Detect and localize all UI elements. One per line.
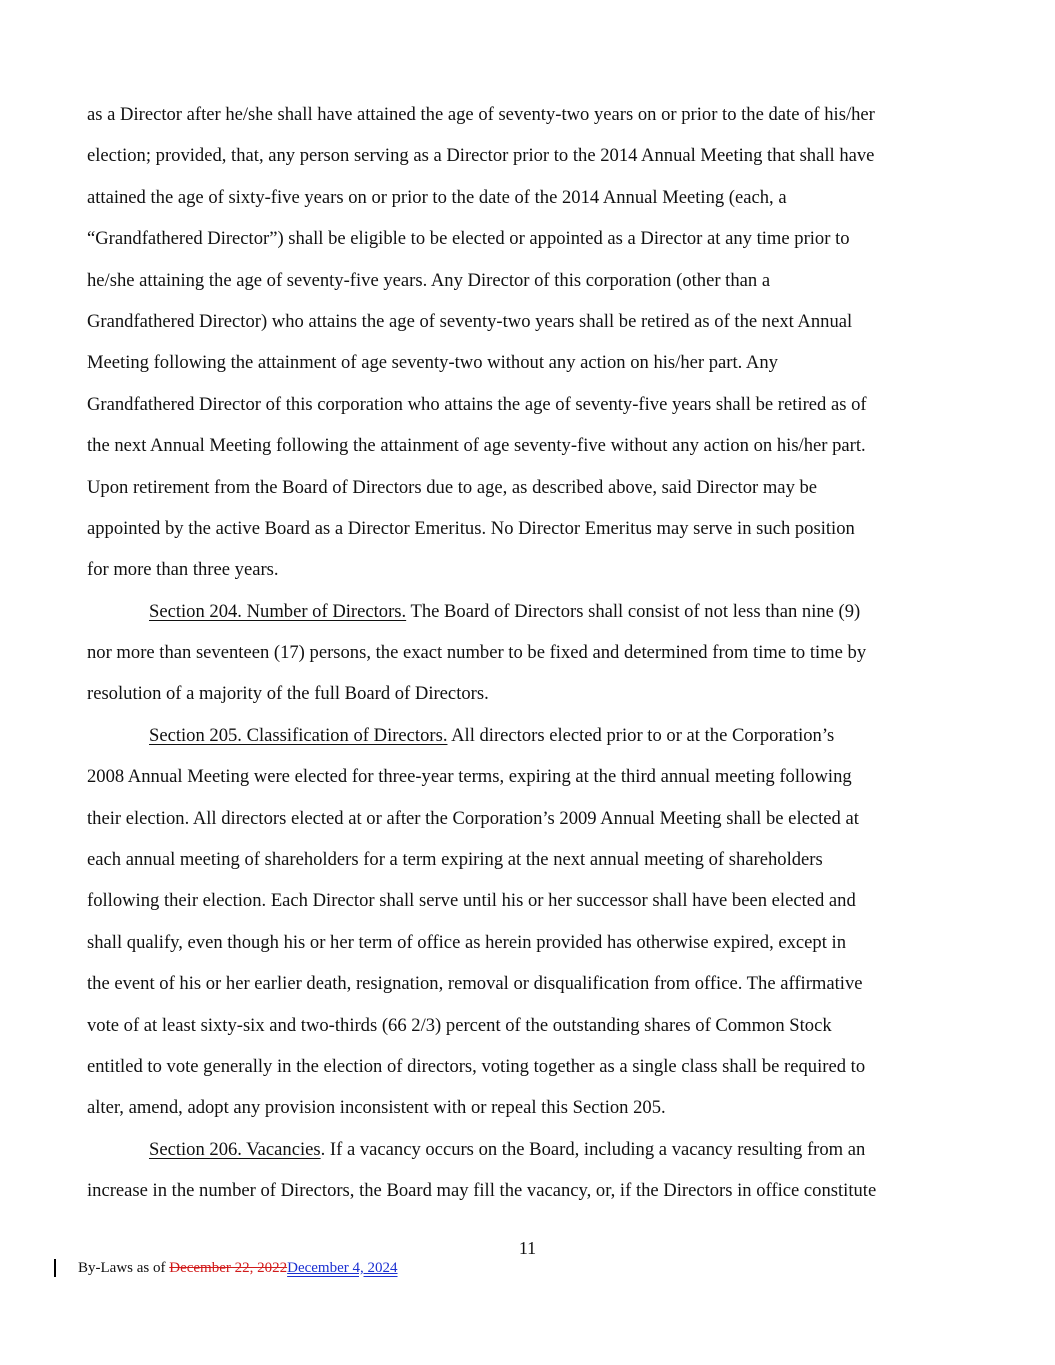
section-205-text: All directors elected prior to or at the Corporation’s [447,724,835,746]
paragraph-line: each annual meeting of shareholders for a term expiring at the next annual meeting of shareholders [87,849,823,871]
paragraph-line: resolution of a majority of the full Board of Directors. [87,683,489,705]
paragraph-line: shall qualify, even though his or her term of office as herein provided has otherwise expired, except in [87,931,847,953]
paragraph-line: for more than three years. [87,559,279,581]
paragraph-line: “Grandfathered Director”) shall be eligible to be elected or appointed as a Director at any time prior to [87,228,850,250]
paragraph-line: 2008 Annual Meeting were elected for three-year terms, expiring at the third annual meeting following [87,766,852,788]
paragraph-line: appointed by the active Board as a Director Emeritus. No Director Emeritus may serve in such position [87,517,855,539]
section-206-first-line [87,1129,977,1170]
paragraph-line: alter, amend, adopt any provision inconsistent with or repeal this Section 205. [87,1097,666,1119]
paragraph-line: following their election. Each Director shall serve until his or her successor shall have been elected and [87,890,856,912]
section-206-heading: Section 206. Vacancies [149,1138,321,1160]
paragraph-line: the next Annual Meeting following the attainment of age seventy-five without any action on his/her part. [87,435,866,457]
footer [78,1260,398,1277]
paragraph-line: vote of at least sixty-six and two-thirds (66 2/3) percent of the outstanding shares of Common Stock [87,1014,832,1036]
section-204-heading: Section 204. Number of Directors. [149,600,407,622]
paragraph-line: Meeting following the attainment of age seventy-two without any action on his/her part. Any [87,352,778,374]
footer-inserted-date: December 4, 2024 [287,1260,398,1276]
paragraph-line: entitled to vote generally in the election of directors, voting together as a single class shall be required to [87,1055,866,1077]
paragraph-line: attained the age of sixty-five years on or prior to the date of the 2014 Annual Meeting (each, a [87,186,787,208]
paragraph-line: he/she attaining the age of seventy-five years. Any Director of this corporation (other than a [87,269,771,291]
paragraph-line: Grandfathered Director of this corporation who attains the age of seventy-five years shall be retired as of [87,393,867,415]
footer-deleted-date: December 22, 2022 [169,1260,288,1276]
section-205-first-line [87,715,977,756]
section-204-text: The Board of Directors shall consist of not less than nine (9) [406,600,861,622]
footer-prefix: By-Laws as of [78,1260,170,1276]
page-number: 11 [518,1238,537,1258]
paragraph-line: their election. All directors elected at or after the Corporation’s 2009 Annual Meeting shall be elected at [87,807,859,829]
paragraph-line: the event of his or her earlier death, resignation, removal or disqualification from office. The affirmative [87,973,863,995]
section-206-text: . If a vacancy occurs on the Board, including a vacancy resulting from an [320,1138,866,1160]
paragraph-line: Grandfathered Director) who attains the age of seventy-two years shall be retired as of the next Annual [87,310,853,332]
paragraph-line: nor more than seventeen (17) persons, the exact number to be fixed and determined from time to time by [87,642,867,664]
paragraph-line: increase in the number of Directors, the Board may fill the vacancy, or, if the Directors in office constitute [87,1180,877,1202]
section-204-first-line [87,591,977,632]
paragraph-line: Upon retirement from the Board of Directors due to age, as described above, said Director may be [87,476,818,498]
paragraph-line: election; provided, that, any person serving as a Director prior to the 2014 Annual Meeting that shall have [87,145,875,167]
paragraph-line: as a Director after he/she shall have attained the age of seventy-two years on or prior to the date of his/her [87,104,875,125]
section-205-heading: Section 205. Classification of Directors. [149,724,448,746]
body-text [87,94,977,1212]
revision-change-bar [54,1259,56,1277]
